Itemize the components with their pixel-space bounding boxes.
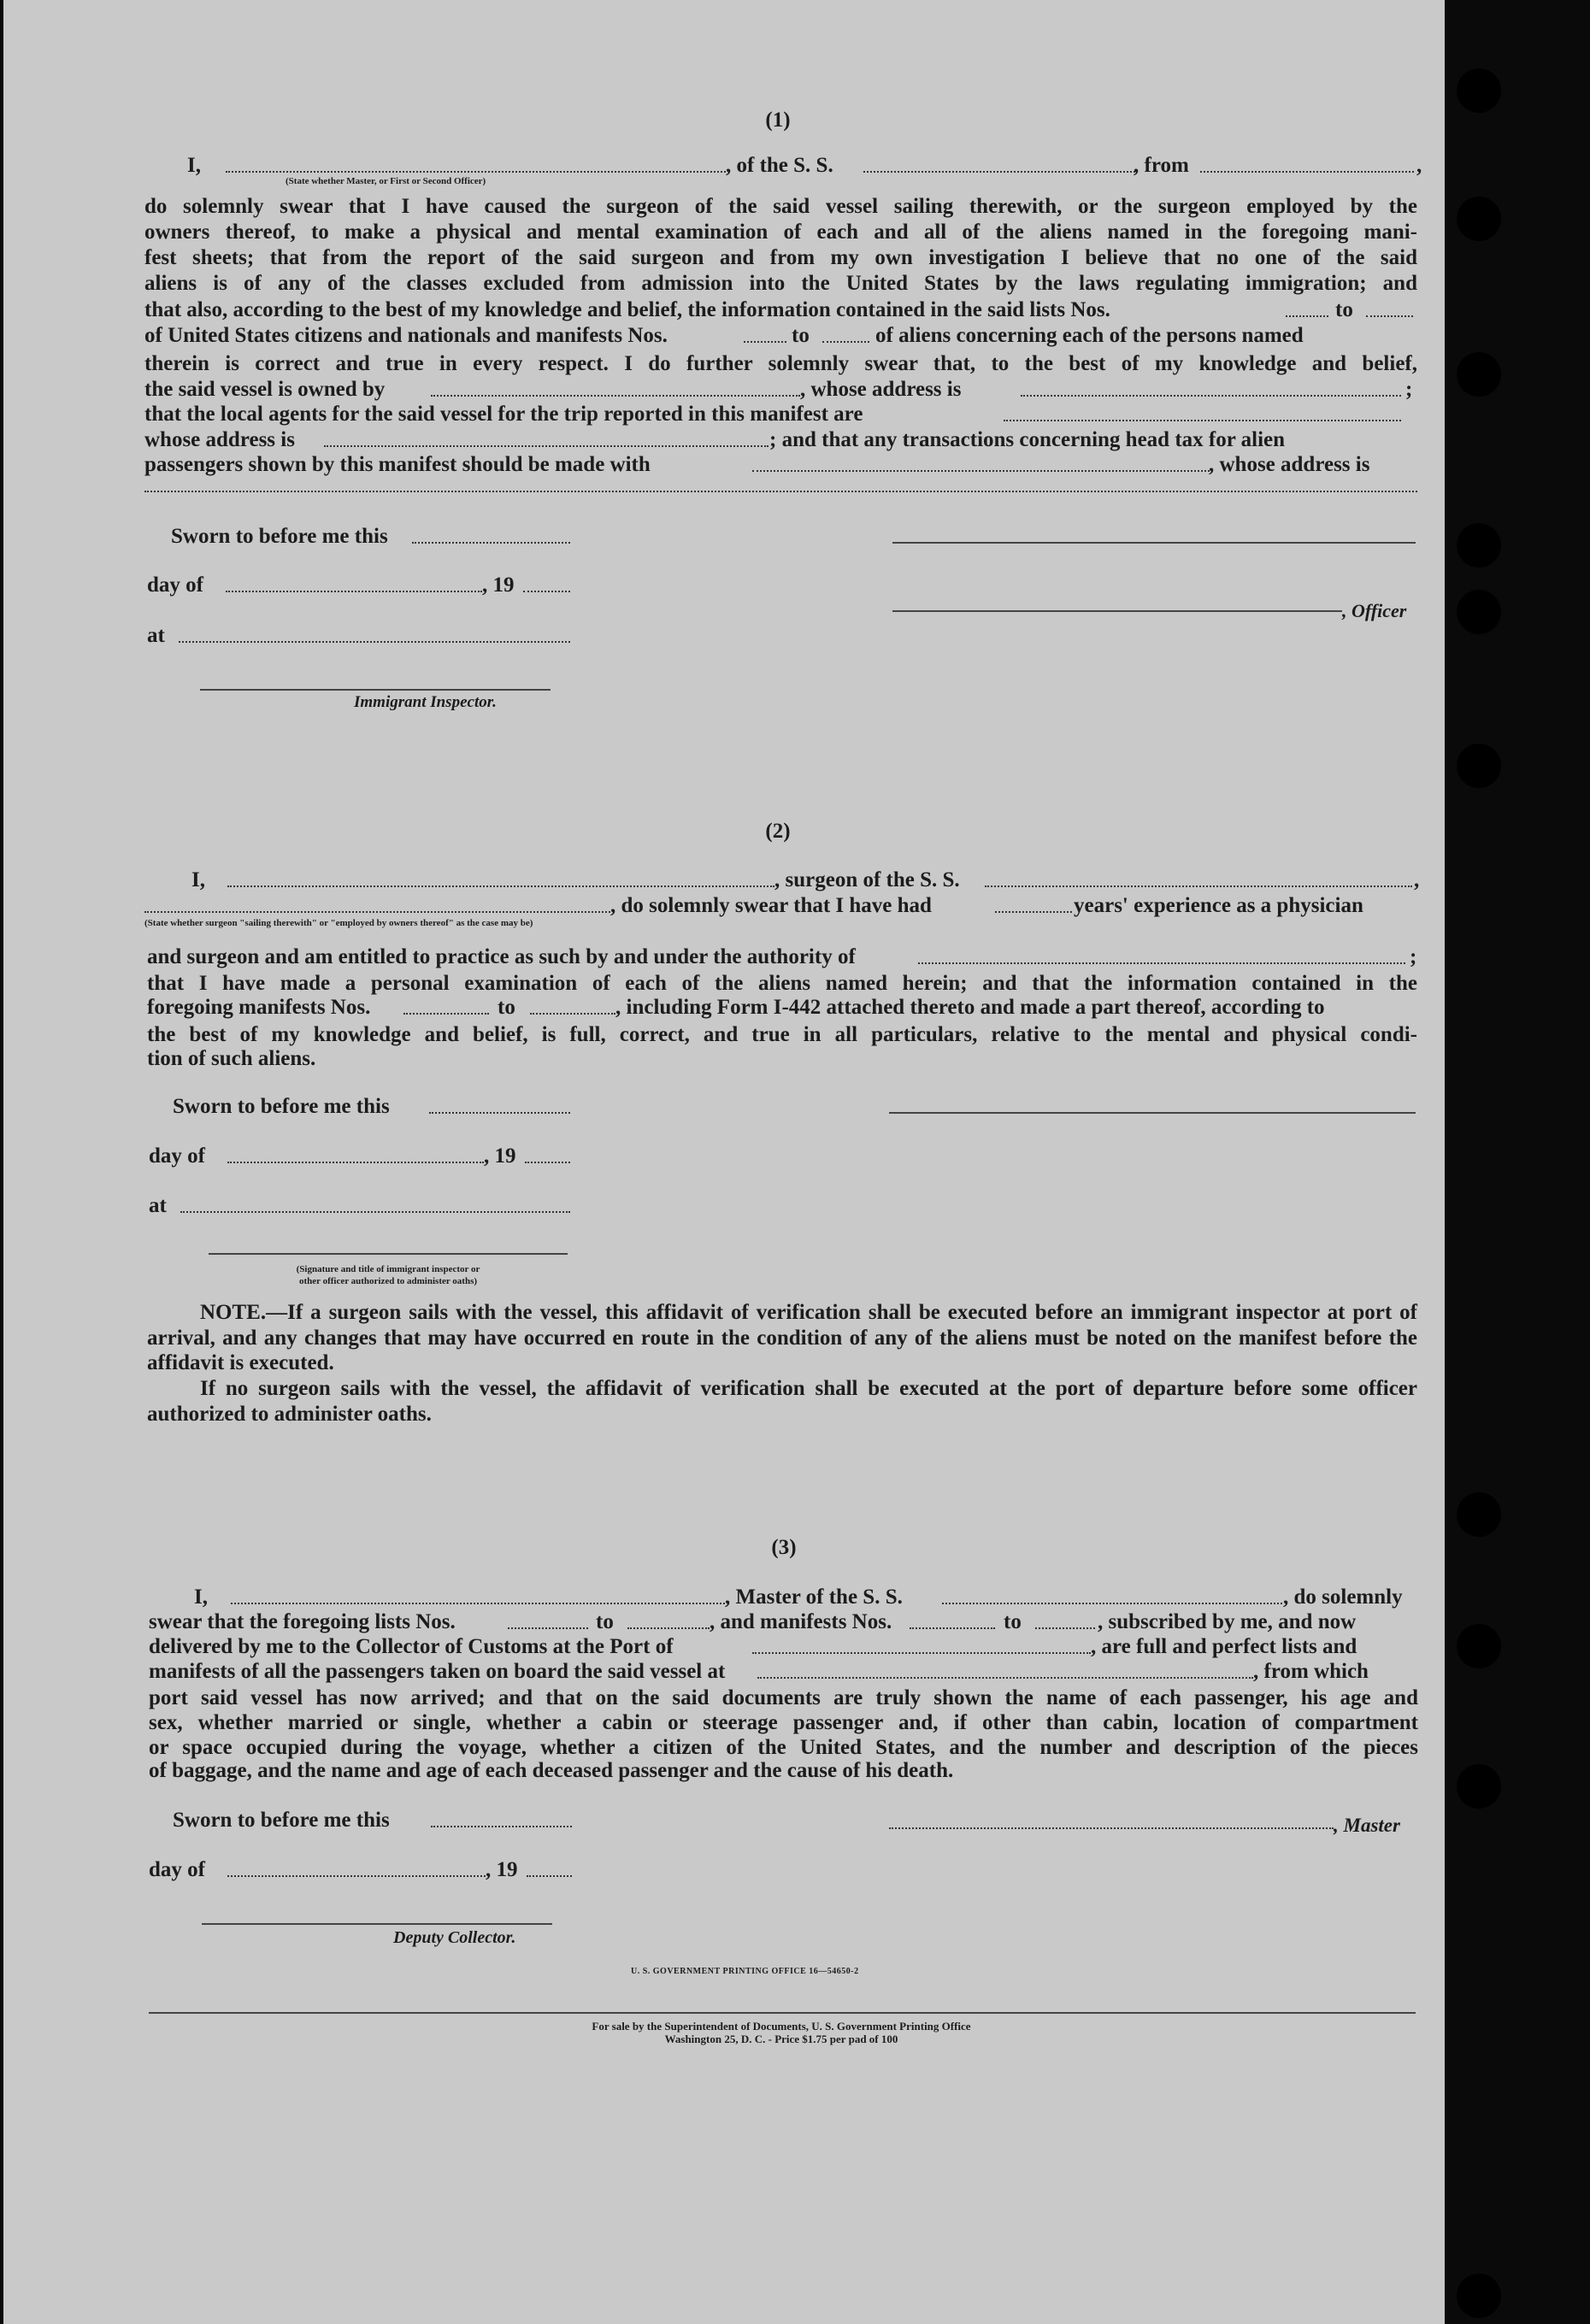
s2-form-clause: , including Form I-442 attached thereto and made a part thereof, according to <box>615 996 1325 1019</box>
document-page <box>3 0 1445 2324</box>
s2-surgeon-signature-line <box>889 1112 1416 1114</box>
s1-line-11: passengers shown by this manifest should be made with <box>144 453 651 476</box>
footer-rule <box>149 2012 1416 2014</box>
s1-at: at <box>147 624 165 647</box>
s1-name-field <box>226 171 726 173</box>
s2-authority-field <box>918 962 1405 964</box>
s3-name-field <box>231 1603 725 1604</box>
s3-i-label: I, <box>194 1586 208 1609</box>
s3-manifests-from-field <box>910 1627 995 1629</box>
s2-surgeon-of-label: , surgeon of the S. S. <box>774 868 960 891</box>
s3-master-signature-line <box>889 1827 1334 1829</box>
s1-year-label: , 19 <box>482 574 515 597</box>
s3-to-label: to <box>596 1610 614 1633</box>
s3-sworn: Sworn to before me this <box>173 1809 390 1832</box>
s1-line-7: therein is correct and true in every respect. I do further solemnly swear that, to the best of my knowledge and belief, <box>144 352 1417 375</box>
s2-signature-line <box>209 1253 568 1255</box>
s1-day-field <box>226 591 482 592</box>
s1-from-field <box>1200 171 1414 173</box>
s2-day-of: day of <box>149 1144 205 1168</box>
s1-line-4: aliens is of any of the classes excluded from admission into the United States by the laws regulating immigration; and <box>144 272 1417 295</box>
s2-year-label: , 19 <box>484 1144 516 1168</box>
s2-line-2: that I have made a personal examination of each of the aliens named herein; and that the information contained in the <box>147 972 1417 995</box>
section-3-number: (3) <box>771 1536 797 1559</box>
s1-semicolon: ; <box>1405 378 1413 401</box>
s3-solemnly: , do solemnly <box>1283 1586 1403 1609</box>
section-1-number: (1) <box>765 109 791 132</box>
s3-to-label-2: to <box>1004 1610 1022 1633</box>
s1-manifests-from-field <box>744 341 786 343</box>
s3-and-manifests: , and manifests Nos. <box>710 1610 892 1633</box>
s1-owner-address-field <box>1021 395 1401 397</box>
s3-line-6: sex, whether married or single, whether a cabin or steerage passenger and, if other than cabin, location of compartment <box>149 1711 1418 1734</box>
s1-whose-address-label: , whose address is <box>800 378 962 401</box>
s3-year-field <box>527 1875 572 1877</box>
s3-swear: swear that the foregoing lists Nos. <box>149 1610 456 1633</box>
s3-vessel-field <box>942 1603 1282 1604</box>
s2-manifests-to-field <box>530 1013 615 1015</box>
s2-to-label: to <box>498 996 515 1019</box>
binder-hole <box>1457 197 1501 241</box>
s2-at-field <box>180 1211 570 1213</box>
s2-manifests-from-field <box>403 1013 489 1015</box>
s2-signature-note-1: (Signature and title of immigrant inspector or <box>296 1264 480 1274</box>
s2-comma: , <box>1414 868 1420 891</box>
s2-sworn-field <box>429 1112 570 1114</box>
s3-delivered: delivered by me to the Collector of Customs at the Port of <box>149 1635 674 1658</box>
s1-vessel-field <box>863 171 1135 173</box>
s1-line-1: do solemnly swear that I have caused the surgeon of the said vessel sailing therewith, or the surgeon employed by the <box>144 195 1417 218</box>
s3-full: , are full and perfect lists and <box>1091 1635 1357 1658</box>
s2-line-4: the best of my knowledge and belief, is full, correct, and true in all particulars, relative to the mental and physical condi- <box>147 1023 1417 1046</box>
s3-manifests-to-field <box>1035 1627 1095 1629</box>
s3-from-which: , from which <box>1253 1660 1369 1683</box>
s1-line-10: whose address is <box>144 428 295 451</box>
s3-lists-to-field <box>627 1627 710 1629</box>
gpo-imprint: U. S. GOVERNMENT PRINTING OFFICE 16—54650-2 <box>631 1967 859 1976</box>
s1-line-8: the said vessel is owned by <box>144 378 386 401</box>
footer-sale-2: Washington 25, D. C. - Price $1.75 per pad of 100 <box>664 2033 898 2045</box>
s3-port-field <box>752 1652 1091 1654</box>
binder-hole <box>1457 352 1501 397</box>
binder-hole <box>1457 590 1501 634</box>
s1-line-6: of United States citizens and nationals and manifests Nos. <box>144 324 668 347</box>
s1-officer-note: (State whether Master, or First or Second Officer) <box>286 176 486 186</box>
s1-agents-field <box>1004 420 1401 421</box>
s2-i-label: I, <box>191 868 205 891</box>
binder-hole <box>1457 744 1501 788</box>
s1-owner-field <box>431 395 800 397</box>
s1-agents-address-field <box>324 445 768 447</box>
s3-manifests: manifests of all the passengers taken on board the said vessel at <box>149 1660 726 1683</box>
s1-officer-signature-line <box>892 610 1342 612</box>
s1-line-2: owners thereof, to make a physical and mental examination of each and all of the aliens named in the foregoing mani- <box>144 221 1417 244</box>
s3-day-field <box>227 1875 486 1877</box>
s2-day-field <box>227 1162 484 1163</box>
s2-years-field <box>995 911 1072 913</box>
s3-deputy-signature-line <box>202 1923 552 1925</box>
s1-comma: , <box>1416 154 1422 177</box>
s3-deputy-label: Deputy Collector. <box>393 1928 516 1947</box>
s3-embarkation-field <box>757 1677 1253 1679</box>
s1-officer-line-1 <box>892 542 1416 544</box>
s2-surgeon-note: (State whether surgeon "sailing therewith" or "employed by owners thereof" as the case may be) <box>144 918 533 928</box>
binder-hole <box>1457 1764 1501 1809</box>
s2-swear: , do solemnly swear that I have had <box>610 894 932 917</box>
binder-hole <box>1457 1624 1501 1668</box>
s1-whose-address-label-2: , whose address is <box>1209 453 1370 476</box>
s1-head-tax: ; and that any transactions concerning head tax for alien <box>769 428 1286 451</box>
s1-to-label: to <box>1335 298 1353 321</box>
s1-of-ss-label: , of the S. S. <box>726 154 833 177</box>
s1-head-tax-address-field <box>144 491 1417 492</box>
s2-line-1: and surgeon and am entitled to practice as such by and under the authority of <box>147 945 856 968</box>
s1-line-9: that the local agents for the said vessel for the trip reported in this manifest are <box>144 403 863 426</box>
s2-signature-note-2: other officer authorized to administer oaths) <box>298 1276 478 1286</box>
footer-sale-1: For sale by the Superintendent of Documents, U. S. Government Printing Office <box>592 2020 971 2033</box>
s2-line-5: tion of such aliens. <box>147 1047 316 1070</box>
s2-years-label: years' experience as a physician <box>1074 894 1363 917</box>
s2-surgeon-status-field <box>144 911 610 913</box>
s1-sworn: Sworn to before me this <box>171 525 388 548</box>
s1-line-5: that also, according to the best of my knowledge and belief, the information contained in the said lists Nos. <box>144 298 1110 321</box>
s2-at: at <box>149 1194 167 1217</box>
s3-sworn-field <box>431 1826 572 1827</box>
s1-from-label: , from <box>1134 154 1189 177</box>
s2-vessel-field <box>985 885 1412 887</box>
note-paragraph-2: If no surgeon sails with the vessel, the affidavit of verification shall be executed at the port of departure before some officer authorized to administer oaths. <box>147 1377 1417 1426</box>
s2-semicolon: ; <box>1410 945 1417 968</box>
s1-inspector-signature-line <box>200 689 551 691</box>
section-2-number: (2) <box>765 820 791 843</box>
s2-sworn: Sworn to before me this <box>173 1095 390 1118</box>
s2-line-3: foregoing manifests Nos. <box>147 996 371 1019</box>
s1-line-3: fest sheets; that from the report of the said surgeon and from my own investigation I believe that no one of the said <box>144 246 1417 269</box>
s3-year-label: , 19 <box>486 1858 518 1881</box>
note-paragraph-1: NOTE.—If a surgeon sails with the vessel, this affidavit of verification shall be executed before an immigrant inspector at port of arrival, and any changes that may have occurred en route in the condition of any of the aliens must be noted on the manifest before the affidavit is executed. <box>147 1301 1417 1374</box>
s1-lists-to-field <box>1366 315 1413 317</box>
s1-i-label: I, <box>187 154 201 177</box>
s3-master-of: , Master of the S. S. <box>725 1586 903 1609</box>
s1-inspector-label: Immigrant Inspector. <box>354 693 497 711</box>
s3-line-7: or space occupied during the voyage, whether a citizen of the United States, and the number and description of the pieces <box>149 1736 1418 1759</box>
s3-line-5: port said vessel has now arrived; and that on the said documents are truly shown the name of each passenger, his age and <box>149 1686 1418 1709</box>
binder-hole <box>1457 1492 1501 1537</box>
s2-name-field <box>227 885 774 887</box>
binder-hole <box>1457 523 1501 568</box>
binder-hole <box>1457 2274 1501 2318</box>
binder-hole <box>1457 68 1501 113</box>
s3-lists-from-field <box>508 1627 588 1629</box>
s1-day-of: day of <box>147 574 203 597</box>
s1-sworn-field <box>412 542 570 544</box>
s1-manifests-to-field <box>822 341 869 343</box>
s1-year-field <box>523 591 570 592</box>
s3-master-label: , Master <box>1334 1815 1400 1836</box>
s1-to-label-2: to <box>792 324 810 347</box>
s1-officer-label: , Officer <box>1342 600 1407 621</box>
s3-line-8: of baggage, and the name and age of each deceased passenger and the cause of his death. <box>149 1759 954 1782</box>
s2-year-field <box>525 1162 570 1163</box>
s1-aliens-concerning: of aliens concerning each of the persons named <box>875 324 1304 347</box>
s1-head-tax-party-field <box>752 470 1210 472</box>
s1-at-field <box>179 641 570 643</box>
s3-subscribed: , subscribed by me, and now <box>1098 1610 1357 1633</box>
s1-lists-from-field <box>1286 315 1328 317</box>
s3-day-of: day of <box>149 1858 205 1881</box>
